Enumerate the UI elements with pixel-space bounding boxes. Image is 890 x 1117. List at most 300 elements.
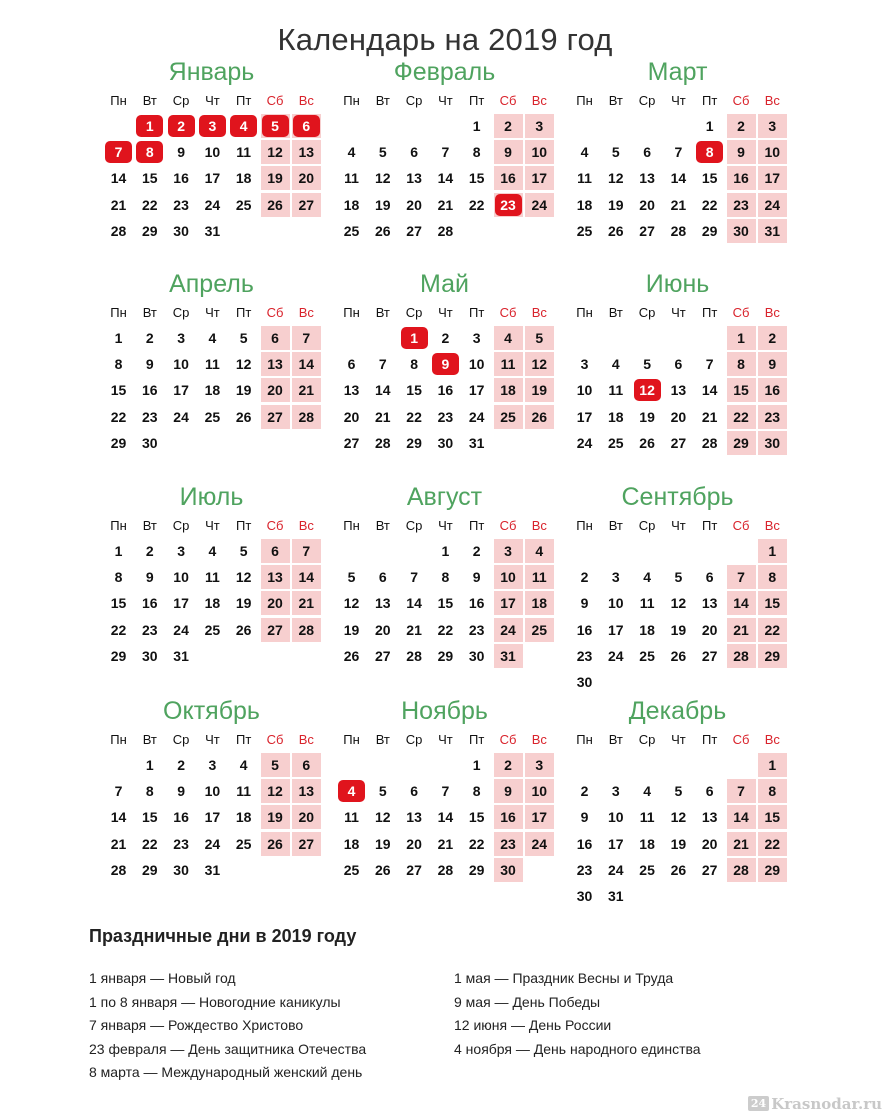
day-cell: 20 [670,408,687,425]
day-cell: 28 [110,222,127,239]
day-cell: 9 [177,783,185,800]
day-cell: 11 [577,170,592,187]
weekday-header: Пт [236,731,252,747]
weekday-header: Ср [405,92,423,108]
day-cell: 24 [576,434,593,451]
day-cell: 15 [142,170,158,187]
day-cell: 24 [525,193,554,217]
day-cell: 20 [292,805,321,829]
month-name: Декабрь [628,697,727,725]
day-cell: 26 [670,647,687,664]
day-cell: 18 [525,591,554,615]
weekday-header: Пн [110,731,127,747]
day-cell: 21 [110,196,127,213]
day-cell: 16 [173,170,189,187]
day-cell: 28 [727,644,756,668]
day-cell: 19 [261,166,290,190]
day-cell: 14 [292,565,321,589]
day-cell: 10 [525,140,554,164]
weekday-header: Вт [375,517,390,533]
day-cell: 16 [576,835,593,852]
day-cell: 29 [727,431,756,455]
day-cell: 30 [173,222,189,239]
day-cell: 11 [344,809,359,826]
day-cell: 27 [639,222,655,239]
day-cell: 10 [468,356,485,373]
day-cell: 7 [727,779,756,803]
day-cell: 16 [173,809,189,826]
weekday-header: Пт [469,731,485,747]
weekday-header: Вс [764,304,780,320]
weekday-header: Вс [531,92,547,108]
day-cell: 28 [437,861,454,878]
day-cell: 8 [758,565,787,589]
weekday-header: Вс [531,304,547,320]
day-cell: 31 [204,222,221,239]
day-cell: 10 [758,140,787,164]
day-cell: 26 [261,193,290,217]
day-cell: 7 [114,783,123,800]
day-cell: 23 [576,861,593,878]
day-cell: 10 [204,783,221,800]
day-cell: 12 [343,595,360,612]
month-3 [570,58,800,288]
day-cell: 5 [239,543,248,559]
day-cell: 2 [727,114,756,138]
day-cell: 10 [204,144,221,161]
weekday-header: Чт [671,731,686,747]
day-cell: 21 [437,835,454,852]
day-cell: 6 [292,753,321,777]
day-cell: 5 [674,569,683,586]
day-cell: 21 [701,408,718,425]
day-cell: 30 [468,647,485,664]
day-cell: 2 [494,753,523,777]
month-9 [570,483,800,713]
day-cell: 12 [670,595,687,612]
day-cell: 16 [494,805,523,829]
day-cell: 18 [639,621,655,638]
holiday-day-cell: 2 [167,114,196,138]
month-2 [337,58,567,288]
day-cell: 25 [639,647,655,664]
day-cell: 5 [378,144,387,161]
day-cell: 27 [261,405,290,429]
day-cell: 28 [670,222,687,239]
weekday-header: Сб [499,304,517,320]
weekday-header: Сб [499,92,517,108]
weekday-header: Сб [266,304,284,320]
weekday-header: Пн [343,92,360,108]
weekday-header: Ср [405,731,423,747]
weekday-header: Пт [469,304,485,320]
day-cell: 4 [347,144,356,161]
day-cell: 19 [608,196,624,213]
weekday-header: Пт [236,92,252,108]
day-cell: 30 [576,674,593,690]
day-cell: 7 [727,565,756,589]
day-cell: 22 [468,196,485,213]
day-cell: 7 [292,539,321,563]
day-cell: 21 [110,835,127,852]
day-cell: 20 [406,835,422,852]
day-cell: 5 [378,783,387,800]
day-cell: 5 [643,356,651,373]
day-cell: 22 [701,196,718,213]
day-cell: 20 [406,196,422,213]
day-cell: 9 [494,779,523,803]
day-cell: 4 [239,757,248,773]
day-cell: 10 [494,565,523,589]
day-cell: 25 [235,196,252,213]
month-name: Март [647,58,708,86]
day-cell: 25 [204,621,221,638]
day-cell: 8 [145,783,154,800]
day-cell: 27 [292,832,321,856]
day-cell: 7 [410,569,418,586]
weekday-header: Пн [576,517,593,533]
day-cell: 2 [177,757,185,773]
day-cell: 26 [375,861,391,878]
day-cell: 14 [110,170,127,187]
holidays-list-left [89,968,366,1086]
weekday-header: Ср [638,304,656,320]
holiday-entry: 23 февраля — День защитника Отечества [89,1040,367,1057]
day-cell: 17 [468,382,485,399]
weekday-header: Чт [671,92,686,108]
day-cell: 27 [701,861,718,878]
day-cell: 26 [235,621,252,638]
weekday-header: Вт [142,92,157,108]
month-name: Октябрь [163,697,260,725]
day-cell: 6 [410,144,418,161]
day-cell: 1 [758,539,787,563]
day-cell: 14 [727,591,756,615]
day-cell: 16 [468,595,485,612]
day-cell: 25 [525,618,554,642]
weekday-header: Пт [469,92,485,108]
day-cell: 10 [525,779,554,803]
day-cell: 11 [236,144,252,161]
day-cell: 23 [437,408,454,425]
day-cell: 13 [292,140,321,164]
day-cell: 28 [701,434,718,451]
day-cell: 13 [375,595,391,612]
day-cell: 30 [494,858,523,882]
day-cell: 1 [758,753,787,777]
day-cell: 7 [378,356,387,373]
day-cell: 2 [580,783,589,800]
day-cell: 29 [758,644,787,668]
day-cell: 13 [343,382,360,399]
day-cell: 6 [347,356,356,373]
day-cell: 23 [727,193,756,217]
day-cell: 19 [525,378,554,402]
day-cell: 27 [406,222,422,239]
month-name: Ноябрь [401,697,488,725]
page-title: Календарь на 2019 год [277,22,613,57]
day-cell: 22 [142,835,158,852]
day-cell: 8 [472,783,481,800]
weekday-header: Пн [110,92,127,108]
day-cell: 16 [758,378,787,402]
weekday-header: Чт [671,517,686,533]
day-cell: 29 [110,434,127,451]
day-cell: 22 [110,408,127,425]
weekday-header: Пт [236,517,252,533]
day-cell: 12 [608,170,624,187]
weekday-header: Пн [343,517,360,533]
weekday-header: Вс [298,517,314,533]
month-10 [104,697,334,927]
day-cell: 3 [472,330,481,346]
weekday-header: Пн [110,304,127,320]
day-cell: 9 [494,140,523,164]
day-cell: 15 [437,595,454,612]
day-cell: 16 [576,621,593,638]
weekday-header: Пт [469,517,485,533]
day-cell: 14 [292,352,321,376]
day-cell: 9 [145,356,154,373]
day-cell: 22 [142,196,158,213]
day-cell: 8 [114,356,123,373]
day-cell: 24 [173,621,189,638]
weekday-header: Сб [266,731,284,747]
day-cell: 7 [674,144,683,161]
day-cell: 20 [701,621,718,638]
weekday-header: Вс [764,92,780,108]
weekday-header: Вт [142,304,157,320]
day-cell: 26 [639,434,655,451]
day-cell: 3 [611,569,620,586]
month-7 [104,483,334,713]
weekday-header: Вс [764,731,780,747]
day-cell: 8 [410,356,418,373]
day-cell: 15 [701,170,718,187]
day-cell: 17 [525,166,554,190]
day-cell: 4 [525,539,554,563]
weekday-header: Чт [438,731,453,747]
day-cell: 26 [343,647,360,664]
day-cell: 24 [608,861,624,878]
day-cell: 15 [758,805,787,829]
day-cell: 21 [727,832,756,856]
day-cell: 19 [261,805,290,829]
weekday-header: Чт [438,304,453,320]
day-cell: 10 [608,595,624,612]
day-cell: 28 [375,434,391,451]
weekday-header: Вт [608,517,623,533]
holidays-list-right [454,968,701,1062]
day-cell: 29 [468,861,485,878]
weekday-header: Сб [732,517,750,533]
weekday-header: Чт [438,92,453,108]
day-cell: 5 [525,326,554,350]
weekday-header: Вс [764,517,780,533]
day-cell: 12 [375,170,391,187]
weekday-header: Сб [732,731,750,747]
weekday-header: Вс [298,92,314,108]
month-name: Июнь [645,270,710,298]
day-cell: 11 [204,356,220,373]
day-cell: 13 [261,565,290,589]
day-cell: 29 [142,222,158,239]
day-cell: 2 [580,569,589,586]
day-cell: 18 [235,170,252,187]
weekday-header: Пн [343,304,360,320]
day-cell: 24 [494,618,523,642]
holiday-entry: 1 января — Новый год [89,970,236,986]
day-cell: 1 [472,757,481,773]
weekday-header: Вт [608,304,623,320]
day-cell: 17 [204,170,221,187]
day-cell: 10 [576,382,593,399]
weekday-header: Пт [702,731,718,747]
day-cell: 9 [177,144,185,161]
day-cell: 6 [705,783,714,800]
day-cell: 21 [406,621,422,638]
day-cell: 21 [375,408,391,425]
month-11 [337,697,567,927]
weekday-header: Чт [205,731,220,747]
day-cell: 22 [758,832,787,856]
day-cell: 19 [343,621,360,638]
day-cell: 3 [494,539,523,563]
day-cell: 10 [173,569,189,586]
day-cell: 20 [343,408,360,425]
watermark-badge: 24 [748,1096,769,1111]
day-cell: 3 [611,783,620,800]
day-cell: 8 [441,569,450,586]
day-cell: 11 [494,352,523,376]
holiday-entry: 8 марта — Международный женский день [89,1064,363,1080]
day-cell: 2 [145,330,154,346]
holiday-day-cell: 23 [494,193,523,217]
weekday-header: Пн [576,304,593,320]
day-cell: 7 [292,326,321,350]
day-cell: 14 [110,809,127,826]
day-cell: 20 [375,621,391,638]
day-cell: 26 [525,405,554,429]
day-cell: 19 [235,382,252,399]
day-cell: 27 [406,861,422,878]
holiday-day-cell: 1 [135,114,164,138]
weekday-header: Ср [405,304,423,320]
day-cell: 22 [468,835,485,852]
holiday-day-cell: 4 [337,779,366,803]
weekday-header: Пн [110,517,127,533]
day-cell: 4 [580,144,589,161]
holiday-day-cell: 7 [104,140,133,164]
holidays-title: Праздничные дни в 2019 году [89,926,357,946]
day-cell: 6 [378,569,387,586]
day-cell: 13 [292,779,321,803]
day-cell: 27 [375,647,391,664]
day-cell: 6 [674,356,683,373]
day-cell: 20 [292,166,321,190]
day-cell: 8 [114,569,123,586]
weekday-header: Сб [499,517,517,533]
month-5 [337,270,567,500]
day-cell: 17 [173,382,189,399]
day-cell: 27 [670,434,687,451]
day-cell: 4 [208,330,217,346]
day-cell: 25 [576,222,593,239]
month-name: Февраль [393,58,496,86]
day-cell: 1 [145,757,154,773]
day-cell: 26 [235,408,252,425]
month-name: Сентябрь [621,483,734,511]
day-cell: 13 [261,352,290,376]
day-cell: 15 [110,595,127,612]
weekday-header: Вт [375,731,390,747]
day-cell: 23 [142,621,158,638]
day-cell: 30 [437,434,454,451]
weekday-header: Сб [499,731,517,747]
day-cell: 2 [441,330,450,346]
day-cell: 25 [204,408,221,425]
day-cell: 14 [437,809,454,826]
day-cell: 27 [292,193,321,217]
day-cell: 25 [608,434,624,451]
day-cell: 24 [758,193,787,217]
day-cell: 24 [204,196,221,213]
day-cell: 12 [525,352,554,376]
day-cell: 22 [110,621,127,638]
day-cell: 29 [406,434,422,451]
day-cell: 31 [173,647,189,664]
month-name: Май [420,270,469,298]
day-cell: 12 [261,140,290,164]
weekday-header: Пн [576,731,593,747]
day-cell: 4 [611,356,620,373]
holiday-day-cell: 8 [695,140,724,164]
day-cell: 28 [292,618,321,642]
day-cell: 24 [608,647,624,664]
day-cell: 17 [608,621,624,638]
day-cell: 16 [494,166,523,190]
day-cell: 16 [437,382,454,399]
day-cell: 17 [758,166,787,190]
day-cell: 2 [758,326,787,350]
day-cell: 28 [292,405,321,429]
weekday-header: Пн [343,731,360,747]
day-cell: 30 [576,888,593,904]
day-cell: 16 [142,595,158,612]
day-cell: 18 [235,809,252,826]
day-cell: 20 [639,196,655,213]
day-cell: 6 [705,569,714,586]
holiday-entry: 12 июня — День России [454,1017,612,1033]
day-cell: 31 [494,644,523,668]
day-cell: 25 [639,861,655,878]
day-cell: 27 [343,434,360,451]
day-cell: 1 [114,543,123,559]
day-cell: 11 [204,569,220,586]
day-cell: 29 [110,647,127,664]
day-cell: 27 [261,618,290,642]
day-cell: 18 [343,196,360,213]
day-cell: 1 [472,118,481,134]
day-cell: 21 [727,618,756,642]
day-cell: 9 [758,352,787,376]
day-cell: 15 [110,382,127,399]
holiday-day-cell: 4 [229,114,258,138]
day-cell: 23 [173,196,189,213]
holiday-day-cell: 12 [633,378,662,402]
day-cell: 14 [406,595,422,612]
weekday-header: Ср [638,731,656,747]
